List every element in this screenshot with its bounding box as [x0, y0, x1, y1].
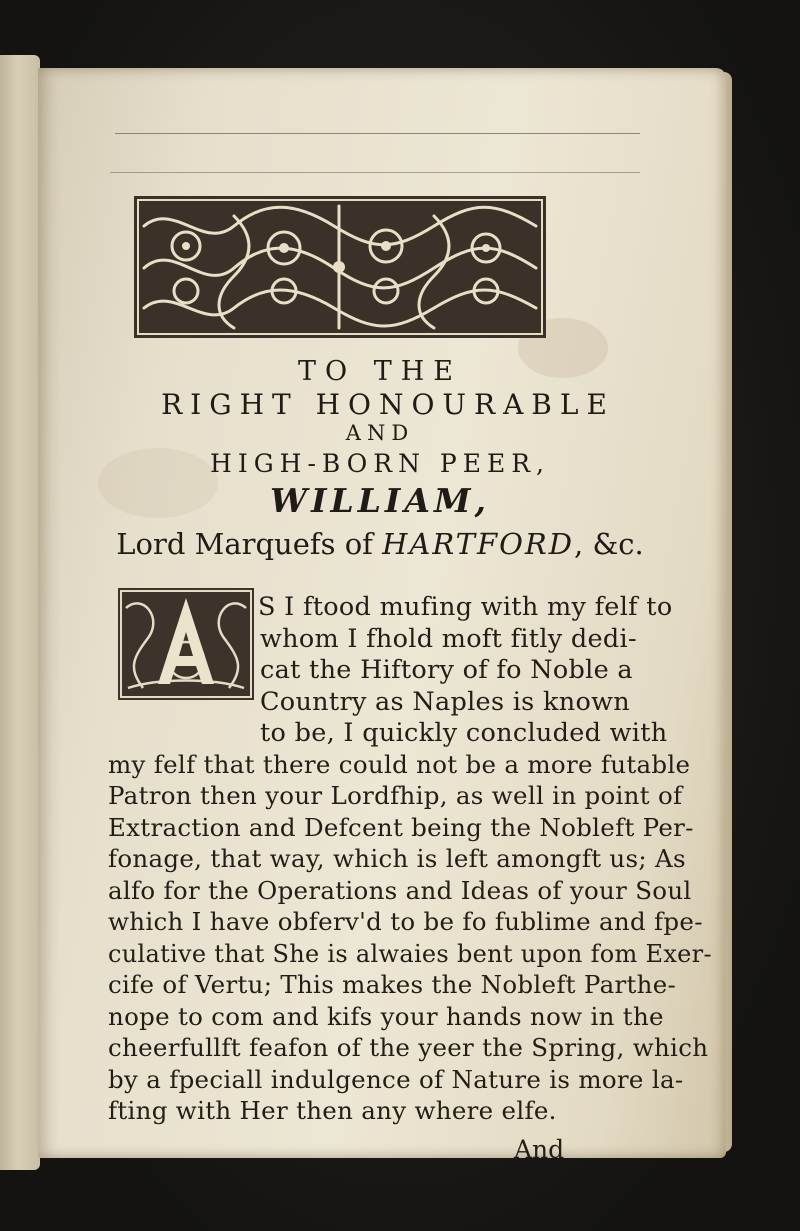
- decorated-initial: [118, 588, 254, 700]
- body-line: culative that She is alwaies bent upon fom Exer-: [108, 938, 712, 968]
- body-line: cheerfullft feafon of the yeer the Spring, which: [108, 1033, 709, 1062]
- body-line: cife of Vertu; This makes the Nobleft Parthe-: [108, 970, 677, 999]
- title-etc: , &c.: [574, 527, 644, 561]
- top-rule: [115, 133, 640, 134]
- title-and: AND: [345, 421, 415, 445]
- catchword: And: [514, 1134, 565, 1164]
- title-to-the: TO THE: [298, 356, 462, 387]
- title-lord-prefix: Lord Marquefs of: [116, 527, 383, 561]
- body-line: Extraction and Defcent being the Nobleft Per-: [108, 812, 694, 842]
- body-line: by a fpeciall indulgence of Nature is more la-: [108, 1064, 684, 1094]
- left-page-edge: [0, 55, 40, 1170]
- body-line-first: S I ftood mufing with my felf to: [258, 592, 673, 622]
- body-line: Country as Naples is known: [260, 686, 630, 717]
- body-line: fting with Her then any where elfe.: [108, 1096, 557, 1125]
- body-line: cat the Hiftory of fo Noble a: [260, 655, 633, 685]
- body-line: whom I fhold moft fitly dedi-: [260, 623, 637, 654]
- body-line: my felf that there could not be a more futable: [108, 749, 691, 779]
- top-rule-second: [110, 172, 640, 173]
- body-line: nope to com and kifs your hands now in the: [108, 1001, 664, 1031]
- ornamental-headpiece: [134, 196, 546, 338]
- title-right-honourable: RIGHT HONOURABLE: [161, 388, 615, 421]
- body-line: Patron then your Lordfhip, as well in point of: [108, 781, 683, 810]
- body-line: to be, I quickly concluded with: [260, 718, 668, 748]
- title-high-born-peer: HIGH-BORN PEER,: [210, 449, 550, 478]
- body-line: fonage, that way, which is left amongft us; As: [108, 844, 686, 873]
- title-william: WILLIAM,: [270, 481, 490, 520]
- body-line: which I have obferv'd to be fo fublime and fpe-: [108, 907, 703, 936]
- title-lord-marquess: [40, 527, 720, 561]
- body-line: alfo for the Operations and Ideas of your Soul: [108, 875, 692, 905]
- title-hartford: HARTFORD: [382, 527, 575, 561]
